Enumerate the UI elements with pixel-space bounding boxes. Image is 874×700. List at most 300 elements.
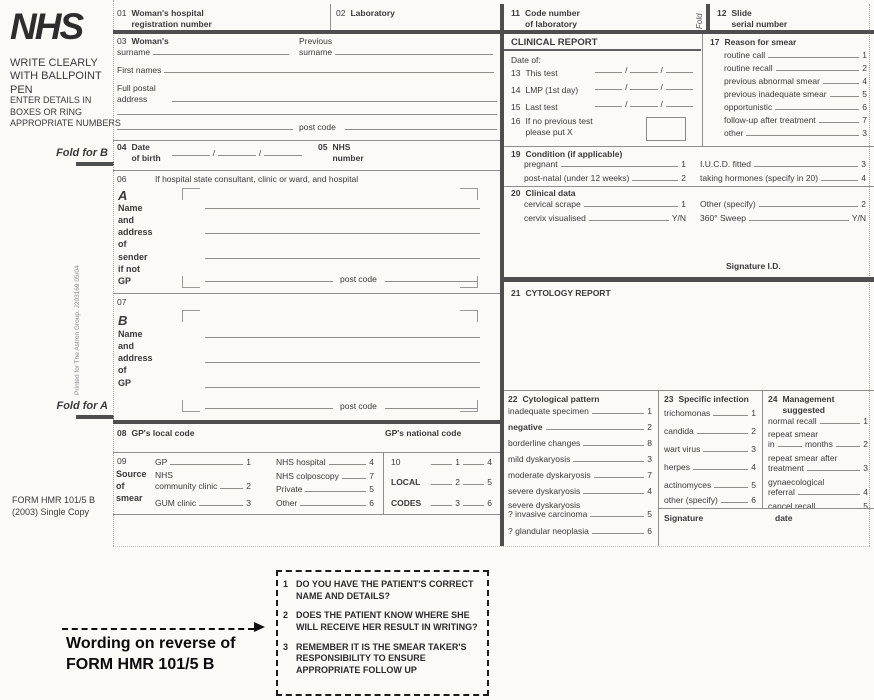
box03-header (117, 36, 169, 46)
section21-rule (504, 390, 874, 391)
lmp-date-field (595, 79, 693, 92)
surname-label: surname (117, 47, 151, 57)
date-separator: / (625, 99, 628, 109)
box23-24-divider (762, 390, 763, 508)
write-line (798, 494, 860, 495)
fold-for-b-label: Fold for B (56, 147, 108, 159)
local-codes-row-2 (428, 477, 492, 487)
option-label: cervix visualised (524, 213, 586, 223)
box20-title: Clinical data (525, 188, 576, 198)
option-gp (155, 457, 251, 467)
box19-title: Condition (if applicable) (525, 149, 623, 159)
fold-tab-rule (706, 4, 710, 30)
write-line (821, 180, 858, 181)
gp-b-letter: B (118, 313, 128, 328)
date-of-label: Date of: (511, 55, 541, 65)
option-code: 7 (647, 470, 652, 480)
option-repeat-after-pre: repeat smear after (768, 453, 838, 463)
option-label: routine recall (724, 63, 773, 73)
box21-title: CYTOLOGY REPORT (525, 288, 611, 298)
reverse-pointer-line (62, 628, 254, 630)
box01-label-l1: Woman's hospital (131, 8, 204, 18)
previous-surname-field (299, 47, 496, 57)
date-line (595, 89, 622, 90)
address-bracket (182, 310, 200, 322)
write-line (164, 72, 494, 73)
gp-b-line: address (118, 353, 153, 364)
box03-label: Woman's (131, 36, 169, 46)
box12-label-l2: serial number (731, 18, 788, 29)
this-test-date-field (595, 62, 693, 75)
gp-national-code-label: GP's national code (385, 428, 462, 438)
reverse-item-text: REMEMBER IT IS THE SMEAR TAKER'S RESPONSIBILITY TO ENSURE APPROPRIATE FOLLOW UP (296, 641, 467, 676)
option-glandular-neoplasia (508, 526, 652, 536)
write-line (775, 109, 859, 110)
write-line (820, 423, 861, 424)
sender-a-line: if not (118, 263, 140, 274)
option-code: 8 (647, 438, 652, 448)
option-code: 1 (647, 406, 652, 416)
option-360-sweep (700, 213, 866, 223)
section03-rule (113, 140, 500, 141)
postal-label-l1: Full postal (117, 83, 156, 93)
box22-number: 22 (508, 394, 518, 404)
printer-note: Printed for The Astron Group. J203169 05/04 (74, 265, 81, 395)
address-bracket (460, 310, 478, 322)
option-negative (508, 422, 652, 432)
option-label: taking hormones (specify in 20) (700, 173, 819, 183)
write-line (305, 491, 366, 492)
option-code: 2 (861, 199, 866, 209)
option-label: negative (508, 422, 543, 432)
gp-b-line: of (118, 365, 127, 376)
option-code: 3 (861, 159, 866, 169)
reverse-item-text: DOES THE PATIENT KNOW WHERE SHE WILL RECEIVE HER RESULT IN WRITING? (296, 610, 478, 633)
signature-id-label: Signature I.D. (726, 261, 781, 271)
sender-a-line: and (118, 215, 135, 226)
sender-a-letter: A (118, 188, 128, 203)
date-separator: / (212, 148, 216, 158)
option-cancel-recall (768, 501, 868, 511)
write-line (463, 484, 484, 485)
box11-label-l2: of laboratory (525, 18, 577, 29)
option-code: 1 (751, 408, 756, 418)
option-label: post-natal (under 12 weeks) (524, 173, 630, 183)
option-gum-clinic (155, 498, 251, 508)
address-line-2 (117, 114, 497, 115)
option-code: 2 (751, 426, 756, 436)
option-label: treatment (768, 463, 804, 473)
address-bracket (460, 188, 478, 200)
write-line (749, 220, 849, 221)
signature-row-rule (658, 508, 874, 509)
option-label: NHS colposcopy (276, 471, 339, 481)
box24-header (768, 394, 834, 415)
form-bottom-edge (113, 546, 870, 547)
write-line (199, 505, 243, 506)
option-code: 1 (246, 457, 251, 467)
write-line (220, 488, 243, 489)
date-separator: / (625, 82, 628, 92)
fold-a-mark (76, 415, 114, 419)
option-wart-virus (664, 444, 756, 454)
option-code: Y/N (851, 213, 866, 223)
option-nhs-pre: NHS (155, 470, 173, 480)
option-label: in (768, 439, 775, 449)
previous-surname-label: surname (299, 47, 333, 57)
write-line (431, 484, 452, 485)
write-line (836, 446, 860, 447)
option-code: 3 (647, 454, 652, 464)
write-line (754, 166, 858, 167)
date-separator: / (660, 99, 663, 109)
write-line (583, 445, 644, 446)
date-line (218, 155, 256, 156)
previous-label: Previous (299, 36, 333, 46)
box01-number: 01 (117, 8, 127, 18)
date-line (666, 72, 693, 73)
postal-address-label (117, 83, 156, 106)
option-code: 4 (487, 457, 492, 467)
fold-for-a-label: Fold for A (56, 400, 108, 412)
option-code: 3 (863, 463, 868, 473)
row14 (511, 85, 578, 95)
option-label: months (805, 439, 833, 449)
write-line (632, 180, 678, 181)
gp-b-label (118, 328, 153, 389)
option-code: 6 (751, 495, 756, 505)
write-line (590, 516, 644, 517)
date-line (630, 106, 657, 107)
option-code: 2 (647, 422, 652, 432)
option-label: GUM clinic (155, 498, 197, 508)
date-of-birth-field (172, 142, 302, 158)
source-line: smear (116, 493, 143, 504)
option-label: opportunistic (724, 102, 773, 112)
box09-10-divider (383, 452, 384, 514)
option-nhs-colposcopy (276, 471, 374, 481)
option-label: 360° Sweep (700, 213, 746, 223)
reverse-item-1 (283, 579, 482, 602)
box11-header (511, 8, 580, 29)
middle-top-rule (113, 30, 500, 34)
write-line (573, 461, 644, 462)
option-code: 2 (455, 477, 460, 487)
box17-header (710, 37, 796, 47)
surname-field (117, 47, 292, 57)
option-label: previous abnormal smear (724, 76, 820, 86)
section17-rule (504, 146, 874, 147)
form-id-line1: FORM HMR 101/5 B (12, 495, 96, 505)
write-line (583, 493, 644, 494)
option-code: 1 (455, 457, 460, 467)
sender-address-line (205, 208, 480, 209)
option-label: follow-up after treatment (724, 115, 816, 125)
option-nhs-hospital (276, 457, 374, 467)
option-repeat-after-treatment (768, 463, 868, 473)
box11-label-l1: Code number (525, 8, 580, 18)
box04-header (117, 142, 161, 163)
option-code: 2 (246, 481, 251, 491)
option-code: 2 (862, 63, 867, 73)
option-code: 6 (862, 102, 867, 112)
reverse-item-number: 1 (283, 579, 289, 589)
option-label: severe dyskaryosis (508, 486, 581, 496)
date-line (595, 72, 622, 73)
write-line (819, 122, 860, 123)
box04-number: 04 (117, 142, 127, 152)
gp-postcode-label: post code (340, 401, 377, 411)
option-repeat-smear-pre: repeat smear (768, 429, 819, 439)
option-routine-recall (724, 63, 867, 73)
reverse-wording-box (276, 570, 489, 696)
option-code: 5 (369, 484, 374, 494)
write-clearly-note: WRITE CLEARLY WITH BALLPOINT PEN (10, 57, 102, 96)
box24-title-l2: suggested (782, 404, 825, 415)
date-separator: / (660, 65, 663, 75)
option-label: other (specify) (664, 495, 718, 505)
sender-postcode-line (385, 281, 478, 282)
option-code: 1 (681, 159, 686, 169)
option-label: inadequate specimen (508, 406, 589, 416)
option-label: cancel recall (768, 501, 816, 511)
option-code: 3 (455, 498, 460, 508)
row16 (511, 116, 593, 137)
option-label: herpes (664, 462, 690, 472)
option-code: 6 (369, 498, 374, 508)
date-line (666, 89, 693, 90)
fold-b-mark (76, 162, 114, 166)
option-code: 5 (751, 480, 756, 490)
gp-b-line: Name (118, 329, 143, 339)
write-line (768, 57, 859, 58)
gp-b-line: GP (118, 377, 132, 388)
gp-local-code-label: GP's local code (131, 428, 195, 438)
address-bracket (460, 276, 478, 288)
box21-header (511, 288, 611, 298)
sender-a-line: sender (118, 251, 148, 262)
option-community-clinic (155, 481, 251, 491)
option-repeat-smear-months (768, 439, 868, 449)
local-codes-row-3 (428, 498, 492, 508)
option-post-natal (524, 173, 686, 183)
write-line (589, 220, 669, 221)
box22-title: Cytological pattern (522, 394, 600, 404)
write-line (693, 469, 748, 470)
box09-number: 09 (117, 456, 127, 466)
section19-rule (504, 186, 874, 187)
nhs-logo: NHS (10, 6, 83, 47)
option-code: 5 (487, 477, 492, 487)
option-label: previous inadequate smear (724, 89, 827, 99)
box08-header (117, 428, 194, 438)
option-actinomyces (664, 480, 756, 490)
option-label: GP (155, 457, 168, 467)
option-severe-dyskaryosis (508, 486, 652, 496)
box10-number: 10 (391, 457, 401, 467)
sender-a-line: of (118, 239, 127, 250)
row13 (511, 68, 558, 78)
option-cervical-scrape (524, 199, 686, 209)
box23-header (664, 394, 749, 404)
option-label: wart virus (664, 444, 701, 454)
date-line (595, 106, 622, 107)
reverse-item-3 (283, 642, 482, 677)
write-line (546, 429, 645, 430)
box24-title-l1: Management (782, 394, 835, 404)
write-line (592, 413, 644, 414)
gp-address-line (205, 387, 480, 388)
option-label: trichomonas (664, 408, 711, 418)
option-label: other (724, 128, 744, 138)
option-label: normal recall (768, 416, 817, 426)
write-line (759, 206, 859, 207)
option-previous-abnormal-smear (724, 76, 867, 86)
reverse-caption-l2: FORM HMR 101/5 B (66, 655, 215, 673)
write-line (329, 464, 367, 465)
write-line (431, 505, 452, 506)
option-pregnant (524, 159, 686, 169)
fold-tab-label: Fold (695, 13, 704, 29)
write-line (703, 451, 748, 452)
sender-a-line: Name (118, 203, 143, 213)
local-codes-row-1 (428, 457, 492, 467)
write-line (463, 464, 484, 465)
option-label: ? glandular neoplasia (508, 526, 589, 536)
codes-label: CODES (391, 498, 422, 508)
option-routine-call (724, 50, 867, 60)
box20-number: 20 (511, 188, 521, 198)
option-code: 7 (369, 471, 374, 481)
option-label: Private (276, 484, 303, 494)
box11-number: 11 (511, 8, 520, 18)
option-label: moderate dyskaryosis (508, 470, 591, 480)
option-normal-recall (768, 416, 868, 426)
row13-label: This test (525, 68, 558, 78)
box02-label: Laboratory (350, 8, 395, 18)
option-code: 5 (647, 509, 652, 519)
gp-address-line (205, 337, 480, 338)
address-bracket (182, 400, 200, 412)
address-bracket (182, 188, 200, 200)
box07-number: 07 (117, 297, 127, 307)
left-column-divider (113, 0, 114, 546)
option-code: 5 (862, 89, 867, 99)
option-gynae-pre: gynaecological (768, 477, 825, 487)
option-label: Other (specify) (700, 199, 756, 209)
date-line (630, 72, 657, 73)
form-id-line2: (2003) Single Copy (12, 507, 90, 518)
section08-rule (113, 452, 500, 453)
box24-number: 24 (768, 394, 778, 404)
postcode-label: post code (299, 122, 336, 132)
sender-postcode-pre-line (205, 281, 333, 282)
option-code: 4 (647, 486, 652, 496)
date-label: date (775, 513, 793, 523)
box19-number: 19 (511, 149, 521, 159)
sender-address-line (205, 258, 480, 259)
box05-number: 05 (318, 142, 328, 152)
box12-label-l1: Slide (731, 8, 752, 18)
row16-number: 16 (511, 116, 521, 126)
row15-number: 15 (511, 102, 521, 112)
reverse-pointer-arrowhead (254, 622, 265, 632)
box04-label-l1: Date (131, 142, 150, 152)
option-label: candida (664, 426, 694, 436)
reverse-item-number: 2 (283, 610, 289, 621)
reverse-caption (66, 634, 236, 676)
section20-rule (504, 277, 874, 282)
box06-number: 06 (117, 174, 127, 184)
row13-number: 13 (511, 68, 521, 78)
option-trichomonas (664, 408, 756, 418)
option-code: 7 (862, 115, 867, 125)
date-line (630, 89, 657, 90)
form-id (12, 494, 95, 518)
option-opportunistic (724, 102, 867, 112)
option-label: referral (768, 487, 795, 497)
write-line (830, 96, 860, 97)
gp-address-line (205, 362, 480, 363)
row16-label-l1: If no previous test (525, 116, 593, 126)
box05-label-l2: number (332, 152, 364, 163)
option-code: 4 (863, 487, 868, 497)
date-separator: / (625, 65, 628, 75)
sender-address-line (205, 233, 480, 234)
clinical-17-divider (702, 34, 703, 146)
option-label: I.U.C.D. fitted (700, 159, 752, 169)
postcode-line (345, 129, 497, 130)
section07-rule (113, 420, 500, 424)
postal-label-l2: address (117, 94, 148, 105)
right-column-rule (500, 4, 504, 546)
box23-number: 23 (664, 394, 674, 404)
last-test-date-field (595, 96, 693, 109)
date-separator: / (258, 148, 262, 158)
option-code: 3 (751, 444, 756, 454)
source-line: of (116, 481, 125, 492)
box19-header (511, 149, 622, 159)
option-other-source (276, 498, 374, 508)
write-line (431, 464, 452, 465)
write-line (594, 477, 645, 478)
option-label: pregnant (524, 159, 558, 169)
write-line (170, 464, 243, 465)
box01-header (117, 8, 212, 29)
sender-postcode-label: post code (340, 274, 377, 284)
reverse-item-2 (283, 610, 482, 633)
box23-title: Specific infection (678, 394, 749, 404)
clinical-report-title: CLINICAL REPORT (511, 37, 598, 48)
option-private (276, 484, 374, 494)
reverse-item-number: 3 (283, 641, 289, 652)
source-of-smear-label (116, 468, 147, 504)
section06-rule (113, 293, 500, 294)
write-line (823, 83, 859, 84)
box21-number: 21 (511, 288, 521, 298)
box20-header (511, 188, 576, 198)
box17-title: Reason for smear (724, 37, 797, 47)
option-code: 6 (487, 498, 492, 508)
box02-number: 02 (336, 8, 346, 18)
date-line (666, 106, 693, 107)
box12-header (717, 8, 787, 29)
option-code: 4 (751, 462, 756, 472)
option-label: borderline changes (508, 438, 581, 448)
option-code: 2 (863, 439, 869, 449)
box01-02-divider (330, 4, 331, 30)
date-separator: / (660, 82, 663, 92)
